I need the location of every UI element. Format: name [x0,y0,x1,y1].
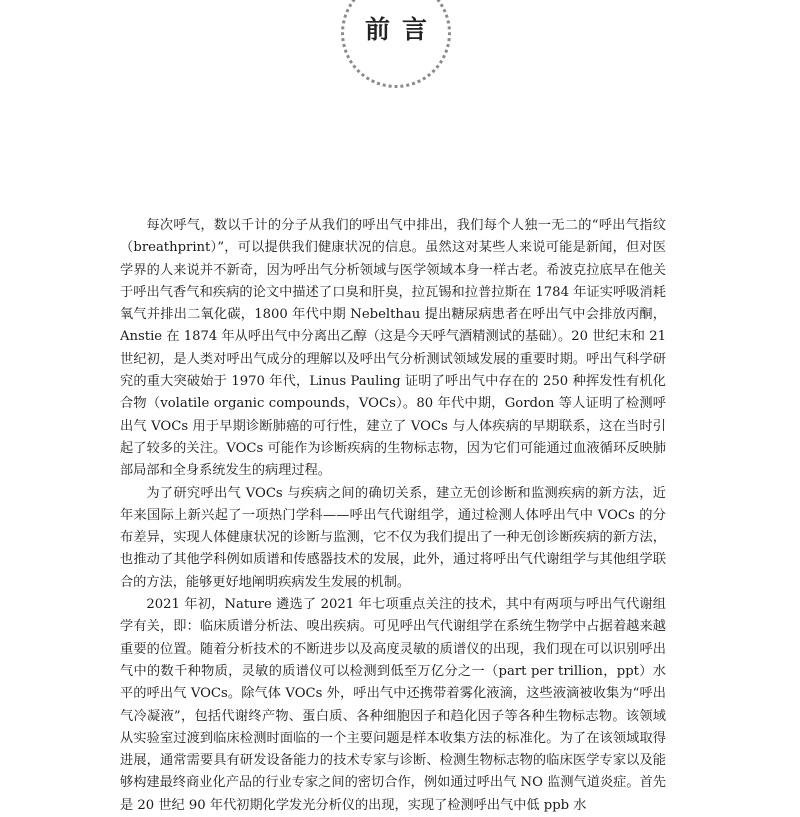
preface-body [120,215,666,817]
page-title: 前言 [364,15,439,44]
paragraph-1: 每次呼气，数以千计的分子从我们的呼出气中排出，我们每个人独一无二的“呼出气指纹（breathprint）”，可以提供我们健康状况的信息。虽然这对某些人来说可能是新闻，但对医学界的人来说并不新奇，因为呼出气分析领域与医学领域本身一样古老。希波克拉底早在他关于呼出气香气和疾病的论文中描述了口臭和肝臭，拉瓦锡和拉普拉斯在 1784 年证实呼吸消耗氧气并排出二氧化碳，1800 年代中期 Nebelthau 提出糖尿病患者在呼出气中会排放丙酮，Anstie 在 1874 年从呼出气中分离出乙醇（这是今天呼气酒精测试的基础）。20 世纪末和 21 世纪初，是人类对呼出气成分的理解以及呼出气分析测试领域发展的重要时期。呼出气科学研究的重大突破始于 1970 年代，Linus Pauling 证明了呼出气中存在的 250 种挥发性有机化合物（volatile organic compounds，VOCs）。80 年代中期，Gordon 等人证明了检测呼出气 VOCs 用于早期诊断肺癌的可行性，建立了 VOCs 与人体疾病的早期联系，这在当时引起了较多的关注。VOCs 可能作为诊断疾病的生物标志物，因为它们可能通过血液循环反映肺部局部和全身系统发生的病理过程。 [120,218,666,479]
paragraph-3: 2021 年初，Nature 遴选了 2021 年七项重点关注的技术，其中有两项与呼出气代谢组学有关，即：临床质谱分析法、嗅出疾病。可见呼出气代谢组学在系统生物学中占据着越来越重要的位置。随着分析技术的不断进步以及高度灵敏的质谱仪的出现，我们现在可以识别呼出气中的数千种物质，灵敏的质谱仪可以检测到低至万亿分之一（part per trillion，ppt）水平的呼出气 VOCs。除气体 VOCs 外，呼出气中还携带着雾化液滴，这些液滴被收集为“呼出气冷凝液”，包括代谢终产物、蛋白质、各种细胞因子和趋化因子等各种生物标志物。该领域从实验室过渡到临床检测时面临的一个主要问题是样本收集方法的标准化。为了在该领域取得进展，通常需要具有研发设备能力的技术专家与诊断、检测生物标志物的临床医学专家以及能够构建最终商业化产品的行业专家之间的密切合作，例如通过呼出气 NO 监测气道炎症。首先是 20 世纪 90 年代初期化学发光分析仪的出现，实现了检测呼出气中低 ppb 水 [120,597,666,813]
paragraph-2: 为了研究呼出气 VOCs 与疾病之间的确切关系，建立无创诊断和监测疾病的新方法，近年来国际上新兴起了一项热门学科——呼出气代谢组学，通过检测人体呼出气中 VOCs 的分布差异，实现人体健康状况的诊断与监测，它不仅为我们提出了一种无创诊断疾病的新方法，也推动了其他学科例如质谱和传感器技术的发展，此外，通过将呼出气代谢组学与其他组学联合的方法，能够更好地阐明疾病发生发展的机制。 [120,485,666,590]
